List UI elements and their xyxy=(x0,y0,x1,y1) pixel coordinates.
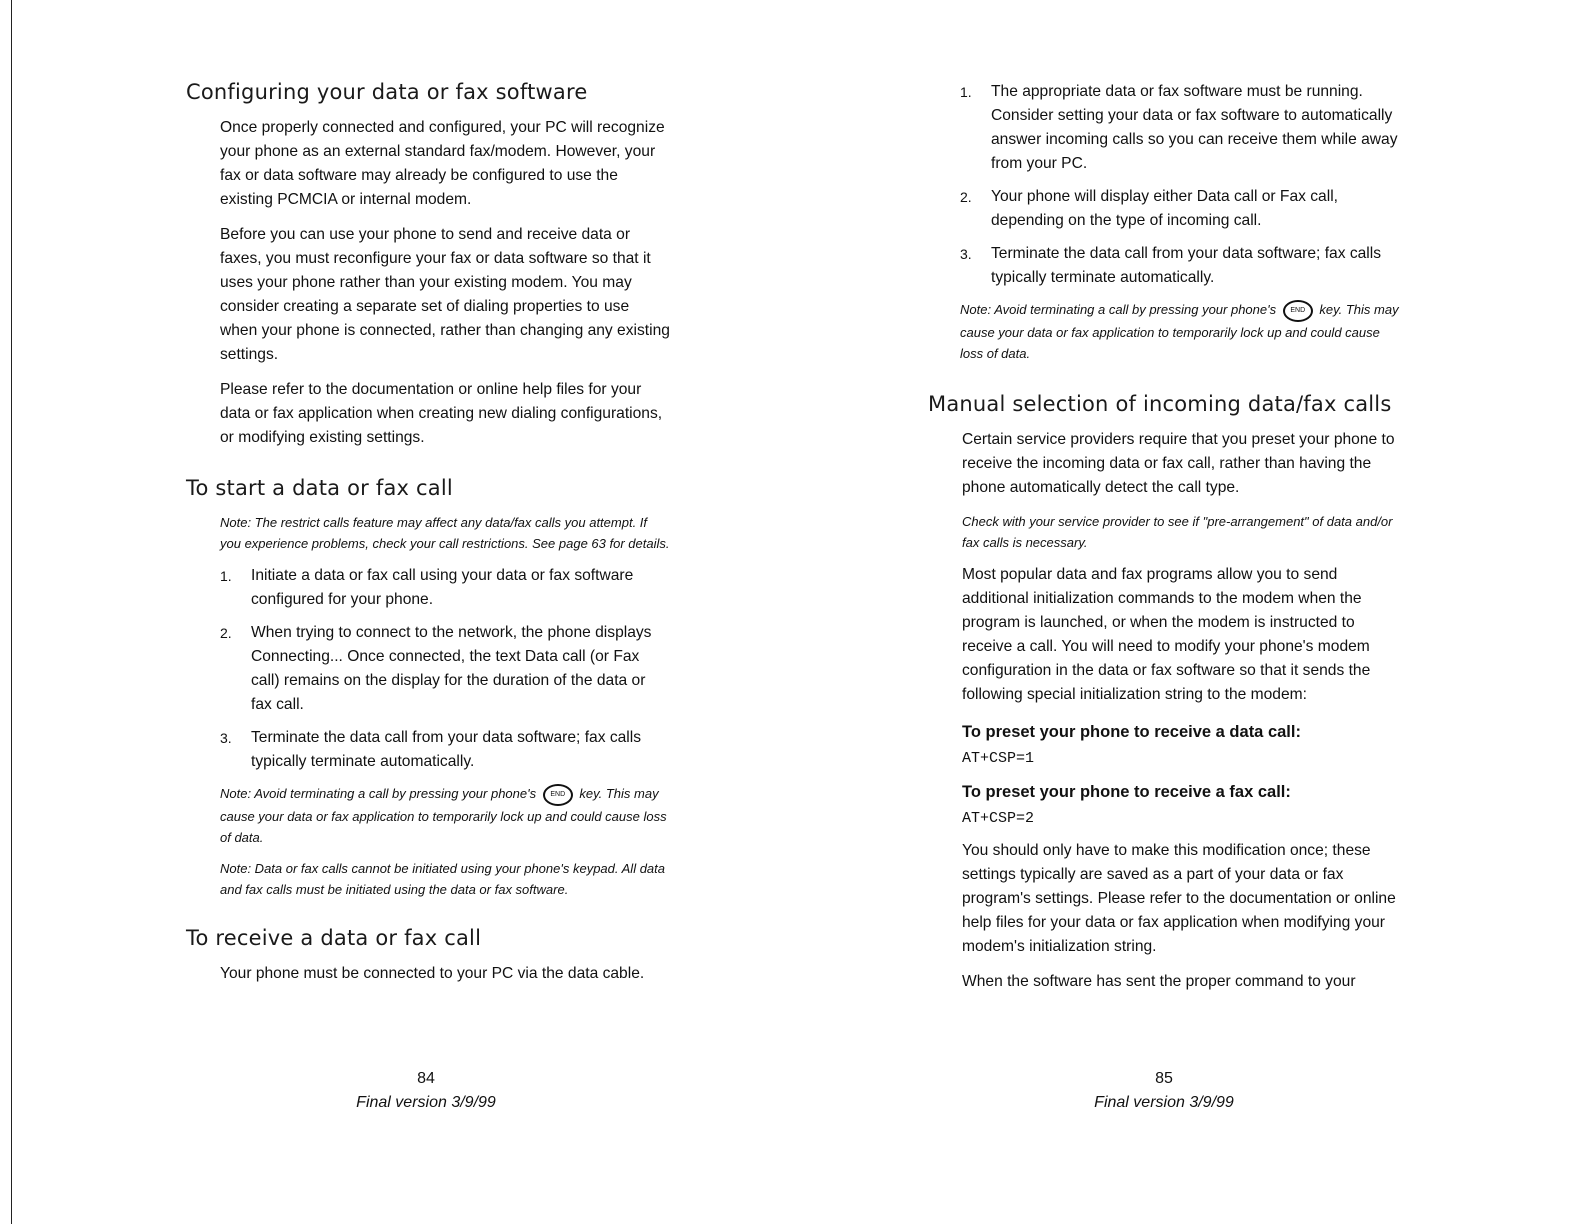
list-item: 1. Initiate a data or fax call using your data or fax software configured for your phone. xyxy=(220,567,634,608)
note-end-key: Note: Avoid terminating a call by pressing your phone's END key. This may cause your data or fax application to temporarily lock up and could cause loss of data. xyxy=(220,783,670,848)
note-pre-arrangement: Check with your service provider to see if "pre-arrangement" of data and/or fax calls is necessary. xyxy=(962,513,1393,550)
heading-start-call: To start a data or fax call xyxy=(186,476,453,500)
left-footer xyxy=(336,1067,516,1115)
list-item: 3. Terminate the data call from your data software; fax calls typically terminate automatically. xyxy=(220,729,642,770)
list-item: 3. Terminate the data call from your data software; fax calls typically terminate automatically. xyxy=(960,245,1382,286)
paragraph: You should only have to make this modification once; these settings typically are saved as a part of your data or fax program's settings. Please refer to the documentation or online help files for your data or fax application when modifying your modem's initialization string. xyxy=(962,841,1396,955)
paragraph: When the software has sent the proper command to your xyxy=(962,972,1356,990)
procedure-heading-data: To preset your phone to receive a data call: xyxy=(962,722,1301,741)
procedure-heading-fax: To preset your phone to receive a fax call: xyxy=(962,782,1291,801)
page-number: 85 xyxy=(1155,1070,1173,1087)
list-item: 1. The appropriate data or fax software must be running. Consider setting your data or fax software to automatically answer incoming calls so you can receive them while away from your PC. xyxy=(960,83,1398,172)
binding-edge-line xyxy=(11,0,12,1224)
right-page xyxy=(928,80,1418,1005)
version-label: Final version 3/9/99 xyxy=(356,1094,496,1111)
command-string-fax: AT+CSP=2 xyxy=(962,809,1035,827)
note-restrict-calls: Note: The restrict calls feature may affect any data/fax calls you attempt. If you experience problems, check your call restrictions. See page 63 for details. xyxy=(220,515,670,551)
right-footer xyxy=(1074,1067,1254,1115)
heading-manual-selection: Manual selection of incoming data/fax calls xyxy=(928,391,1392,416)
start-call-steps xyxy=(220,564,670,774)
end-key-icon: END xyxy=(1283,300,1313,322)
page-number: 84 xyxy=(417,1070,435,1087)
list-item: 2. Your phone will display either Data call or Fax call, depending on the type of incoming call. xyxy=(960,188,1338,229)
paragraph: Most popular data and fax programs allow you to send additional initialization commands to the modem when the program is launched, or when the modem is instructed to receive a call. You will need to modify your phone's modem configuration in the data or fax software so that it sends the following special initialization string to the modem: xyxy=(962,565,1371,703)
heading-configuring-software: Configuring your data or fax software xyxy=(186,80,588,104)
paragraph: Certain service providers require that you preset your phone to receive the incoming data or fax call, rather than having the phone automatically detect the call type. xyxy=(962,430,1395,496)
paragraph: Please refer to the documentation or online help files for your data or fax application when creating new dialing configurations, or modifying existing settings. xyxy=(220,381,663,446)
list-item: 2. When trying to connect to the network, the phone displays Connecting... Once connected, the text Data call (or Fax call) remains on the display for the duration of the data or fax call. xyxy=(220,624,652,713)
note-end-key: Note: Avoid terminating a call by pressing your phone's END key. This may cause your data or fax application to temporarily lock up and could cause loss of data. xyxy=(960,299,1405,364)
heading-receive-call: To receive a data or fax call xyxy=(186,925,482,950)
paragraph: Before you can use your phone to send and receive data or faxes, you must reconfigure your fax or data software so that it uses your phone rather than your existing modem. You may consider creating a separate set of dialing properties to use when your phone is connected, rather than changing any existing settings. xyxy=(220,226,670,363)
command-string-data: AT+CSP=1 xyxy=(962,749,1035,767)
version-label: Final version 3/9/99 xyxy=(1094,1094,1234,1111)
paragraph: Your phone must be connected to your PC via the data cable. xyxy=(220,964,645,982)
end-key-icon: END xyxy=(543,784,573,806)
paragraph: Once properly connected and configured, your PC will recognize your phone as an external standard fax/modem. However, your fax or data software may already be configured to use the existing PCMCIA or internal modem. xyxy=(220,119,665,208)
receive-call-steps xyxy=(960,80,1405,290)
left-page xyxy=(186,80,686,997)
note-keypad: Note: Data or fax calls cannot be initiated using your phone's keypad. All data and fax calls must be initiated using the data or fax software. xyxy=(220,860,665,897)
